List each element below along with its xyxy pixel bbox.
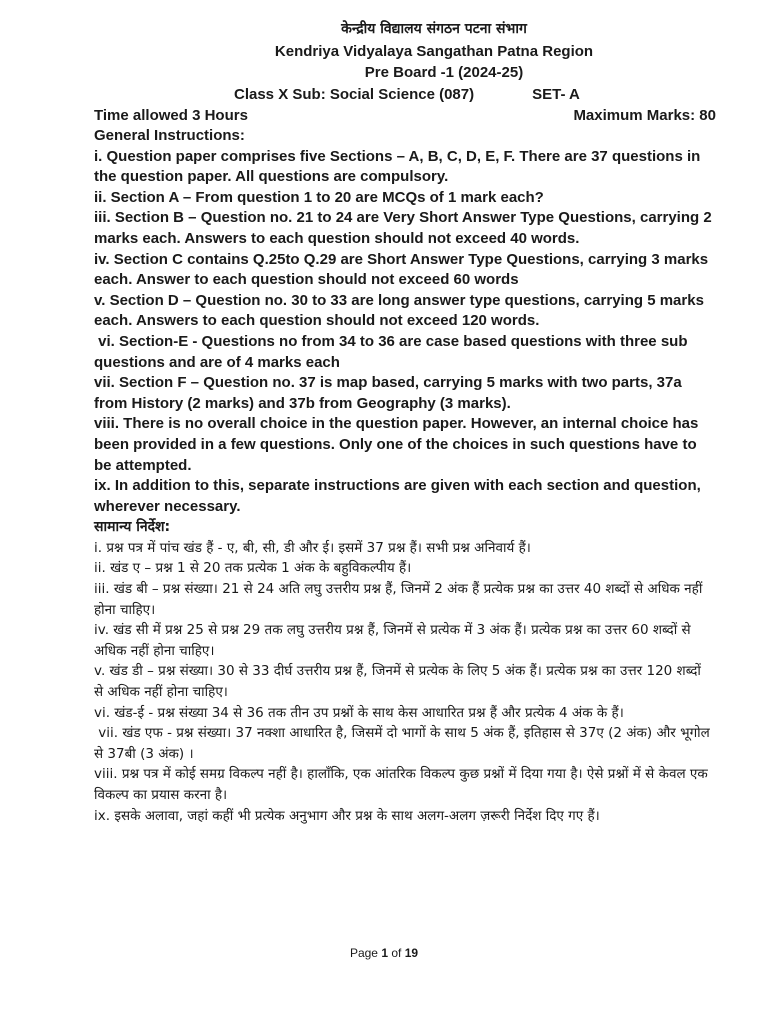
exam-title: Pre Board -1 (2024-25): [364, 64, 524, 81]
page-word: Page: [349, 946, 378, 960]
english-instruction: ii. Section A – From question 1 to 20 are MCQs of 1 mark each?: [94, 188, 544, 206]
hindi-title: केन्द्रीय विद्यालय संगठन पटना संभाग: [341, 21, 527, 37]
english-instructions-heading: General Instructions:: [94, 127, 245, 144]
total-pages: 19: [404, 946, 419, 960]
time-allowed: Time allowed 3 Hours: [94, 107, 248, 124]
exam-page: [94, 18, 714, 826]
class-subject: Class X Sub: Social Science (087): [234, 86, 475, 103]
english-instruction: ix. In addition to this, separate instructions are given with each section and question, wherever necessary.: [94, 477, 701, 515]
page-number: 1: [381, 946, 388, 960]
hindi-instruction: vi. खंड-ई - प्रश्न संख्या 34 से 36 तक तीन उप प्रश्नों के साथ केस आधारित प्रश्न हैं और प्रत्येक 4 अंक के हैं।: [94, 704, 624, 721]
hindi-instruction: i. प्रश्न पत्र में पांच खंड हैं - ए, बी, सी, डी और ई। इसमें 37 प्रश्न हैं। सभी प्रश्न अनिवार्य हैं।: [94, 539, 531, 556]
hindi-instruction: iv. खंड सी में प्रश्न 25 से प्रश्न 29 तक लघु उत्तरीय प्रश्न हैं, जिनमें से प्रत्येक में 3 अंक हैं। प्रत्येक प्रश्न का उत्तर 60 शब्दों से अधिक नहीं होना चाहिए।: [94, 622, 691, 659]
maximum-marks: Maximum Marks: 80: [573, 107, 716, 124]
hindi-instruction: vii. खंड एफ - प्रश्न संख्या। 37 नक्शा आधारित है, जिसमें दो भागों के साथ 5 अंक हैं, इतिहास से 37ए (2 अंक) और भूगोल से 37बी (3 अंक) ।: [94, 725, 715, 762]
english-instruction: vi. Section-E - Questions no from 34 to 36 are case based questions with three sub questions and are of 4 marks each: [94, 332, 692, 371]
hindi-instructions-heading: सामान्य निर्देश:: [94, 519, 171, 536]
english-instruction: v. Section D – Question no. 30 to 33 are long answer type questions, carrying 5 marks each. Answers to each question should not exceed 120 words.: [94, 291, 704, 330]
organization-name: Kendriya Vidyalaya Sangathan Patna Region: [274, 43, 594, 60]
english-instruction: viii. There is no overall choice in the question paper. However, an internal choice has been provided in a few questions. Only one of the choices in such questions have to be attempted.: [94, 415, 699, 474]
hindi-instruction: v. खंड डी – प्रश्न संख्या। 30 से 33 दीर्घ उत्तरीय प्रश्न हैं, जिनमें से प्रत्येक के लिए 5 अंक हैं। प्रत्येक प्रश्न का उत्तर 120 शब्दों से अधिक नहीं होना चाहिए।: [94, 663, 701, 701]
hindi-instruction: iii. खंड बी – प्रश्न संख्या। 21 से 24 अति लघु उत्तरीय प्रश्न हैं, जिनमें 2 अंक हैं प्रत्येक प्रश्न का उत्तर 40 शब्दों से अधिक नहीं होना चाहिए।: [94, 581, 703, 618]
class-subject-line: [94, 84, 714, 106]
hindi-instruction: ix. इसके अलावा, जहां कहीं भी प्रत्येक अनुभाग और प्रश्न के साथ अलग-अलग ज़रूरी निर्देश दिए गए हैं।: [94, 807, 600, 824]
page-footer: [0, 946, 768, 960]
hindi-instruction: ii. खंड ए – प्रश्न 1 से 20 तक प्रत्येक 1 अंक के बहुविकल्पीय हैं।: [94, 560, 412, 577]
english-instruction: i. Question paper comprises five Sections – A, B, C, D, E, F. There are 37 questions in the question paper. All questions are compulsory.: [94, 147, 701, 186]
of-word: of: [391, 946, 402, 960]
set-label: SET- A: [532, 86, 580, 103]
english-instruction: iii. Section B – Question no. 21 to 24 are Very Short Answer Type Questions, carrying 2 marks each. Answers to each question should not exceed 40 words.: [94, 209, 712, 247]
english-instruction: vii. Section F – Question no. 37 is map based, carrying 5 marks with two parts, 37a from History (2 marks) and 37b from Geography (3 marks).: [94, 374, 682, 412]
english-instruction: iv. Section C contains Q.25to Q.29 are Short Answer Type Questions, carrying 3 marks each. Answer to each question should not exceed 60 words: [94, 250, 709, 289]
hindi-instruction: viii. प्रश्न पत्र में कोई समग्र विकल्प नहीं है। हालाँकि, एक आंतरिक विकल्प कुछ प्रश्नों में दिया गया है। ऐसे प्रश्नों में से केवल एक विकल्प का प्रयास करना है।: [94, 766, 708, 803]
time-marks-row: [94, 106, 714, 126]
